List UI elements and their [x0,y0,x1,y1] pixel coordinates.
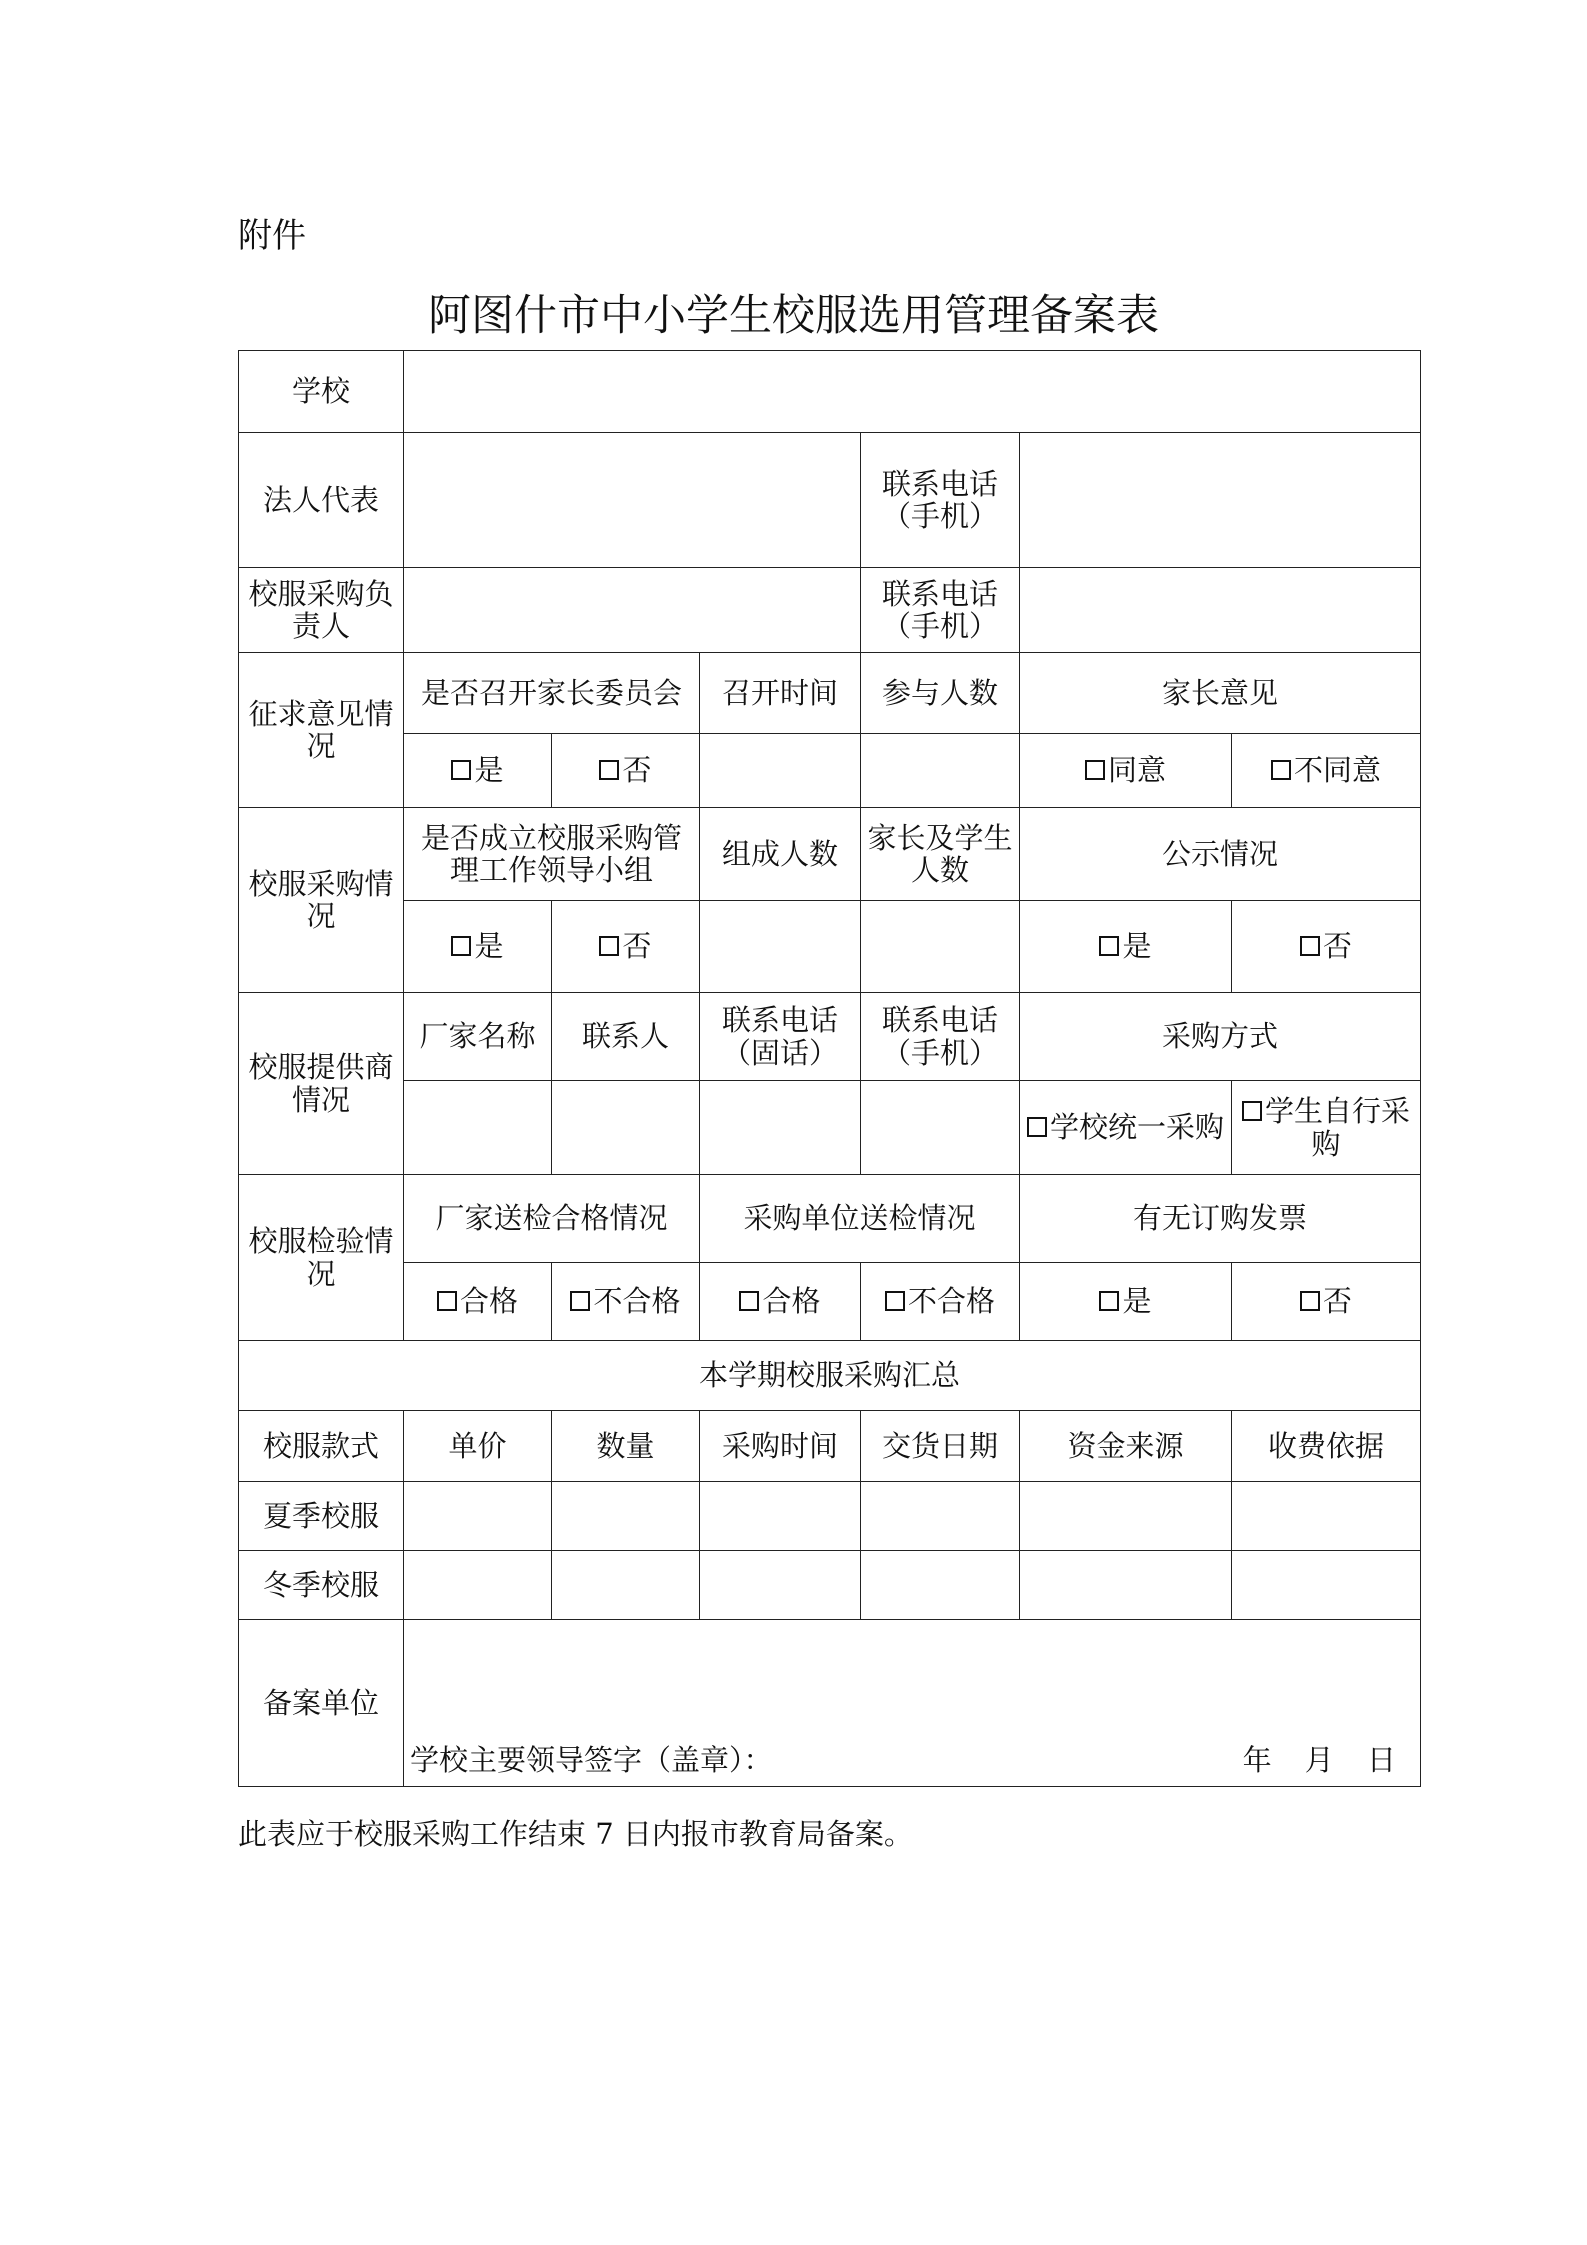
header-phone-mobile: 联系电话（手机） [861,993,1020,1081]
legal-rep-field[interactable] [404,433,861,568]
summer-delivery-date-field[interactable] [861,1482,1020,1551]
manufacturer-field[interactable] [404,1081,552,1175]
checkbox-buyer-pass[interactable]: 合格 [700,1263,861,1341]
checkbox-icon [451,760,471,780]
checkbox-group-yes[interactable]: 是 [404,901,552,993]
purchase-lead-field[interactable] [404,568,861,653]
legal-rep-phone-field[interactable] [1020,433,1421,568]
header-participant-count: 参与人数 [861,653,1020,734]
checkbox-icon [1099,1291,1119,1311]
label-purchase-lead: 校服采购负责人 [239,568,404,653]
checkbox-disagree[interactable]: 不同意 [1232,734,1421,808]
summer-fee-basis-field[interactable] [1232,1482,1421,1551]
page-title: 阿图什市中小学生校服选用管理备案表 [428,291,1159,341]
winter-fee-basis-field[interactable] [1232,1551,1421,1620]
attachment-label: 附件 [238,216,306,256]
mobile-field[interactable] [861,1081,1020,1175]
label-legal-rep: 法人代表 [239,433,404,568]
header-leading-group: 是否成立校服采购管理工作领导小组 [404,808,700,901]
checkbox-icon [1271,760,1291,780]
checkbox-committee-no[interactable]: 否 [552,734,700,808]
checkbox-committee-yes[interactable]: 是 [404,734,552,808]
checkbox-factory-fail[interactable]: 不合格 [552,1263,700,1341]
label-consultation: 征求意见情况 [239,653,404,808]
label-school: 学校 [239,351,404,433]
filing-form-table [238,350,1421,1787]
summer-quantity-field[interactable] [552,1482,700,1551]
header-buyer-inspection: 采购单位送检情况 [700,1175,1020,1263]
label-procurement: 校服采购情况 [239,808,404,993]
checkbox-publicity-yes[interactable]: 是 [1020,901,1232,993]
winter-purchase-time-field[interactable] [700,1551,861,1620]
header-member-count: 组成人数 [700,808,861,901]
header-manufacturer: 厂家名称 [404,993,552,1081]
header-parent-committee: 是否召开家长委员会 [404,653,700,734]
checkbox-icon [599,936,619,956]
label-supplier: 校服提供商情况 [239,993,404,1175]
checkbox-buyer-fail[interactable]: 不合格 [861,1263,1020,1341]
checkbox-school-purchase[interactable]: 学校统一采购 [1020,1081,1232,1175]
checkbox-icon [451,936,471,956]
meeting-time-field[interactable] [700,734,861,808]
winter-quantity-field[interactable] [552,1551,700,1620]
checkbox-icon [570,1291,590,1311]
member-count-field[interactable] [700,901,861,993]
summary-header-purchase-time: 采购时间 [700,1411,861,1482]
checkbox-group-no[interactable]: 否 [552,901,700,993]
summer-purchase-time-field[interactable] [700,1482,861,1551]
checkbox-icon [1099,936,1119,956]
checkbox-icon [1027,1117,1047,1137]
signature-label: 学校主要领导签字（盖章）： [410,1742,773,1777]
header-publicity: 公示情况 [1020,808,1421,901]
summary-header-funding: 资金来源 [1020,1411,1232,1482]
summary-row-winter: 冬季校服 [239,1551,404,1620]
checkbox-icon [1300,1291,1320,1311]
summary-header-quantity: 数量 [552,1411,700,1482]
summary-header-delivery-date: 交货日期 [861,1411,1020,1482]
landline-field[interactable] [700,1081,861,1175]
checkbox-icon [1300,936,1320,956]
header-phone-landline: 联系电话（固话） [700,993,861,1081]
summer-funding-field[interactable] [1020,1482,1232,1551]
label-phone-mobile-2: 联系电话（手机） [861,568,1020,653]
summary-title: 本学期校服采购汇总 [239,1341,1421,1411]
checkbox-agree[interactable]: 同意 [1020,734,1232,808]
contact-field[interactable] [552,1081,700,1175]
filing-field[interactable] [404,1620,1421,1787]
participant-count-field[interactable] [861,734,1020,808]
summer-price-field[interactable] [404,1482,552,1551]
header-purchase-method: 采购方式 [1020,993,1421,1081]
checkbox-publicity-no[interactable]: 否 [1232,901,1421,993]
checkbox-invoice-yes[interactable]: 是 [1020,1263,1232,1341]
summary-row-summer: 夏季校服 [239,1482,404,1551]
label-phone-mobile: 联系电话（手机） [861,433,1020,568]
header-factory-inspection: 厂家送检合格情况 [404,1175,700,1263]
header-parent-student-count: 家长及学生人数 [861,808,1020,901]
checkbox-student-purchase[interactable]: 学生自行采购 [1232,1081,1421,1175]
winter-delivery-date-field[interactable] [861,1551,1020,1620]
checkbox-icon [739,1291,759,1311]
checkbox-invoice-no[interactable]: 否 [1232,1263,1421,1341]
winter-price-field[interactable] [404,1551,552,1620]
label-filing-unit: 备案单位 [239,1620,404,1787]
school-field[interactable] [404,351,1421,433]
summary-header-style: 校服款式 [239,1411,404,1482]
checkbox-icon [1085,760,1105,780]
parent-student-count-field[interactable] [861,901,1020,993]
checkbox-icon [437,1291,457,1311]
summary-header-fee-basis: 收费依据 [1232,1411,1421,1482]
checkbox-factory-pass[interactable]: 合格 [404,1263,552,1341]
purchase-lead-phone-field[interactable] [1020,568,1421,653]
header-invoice: 有无订购发票 [1020,1175,1421,1263]
winter-funding-field[interactable] [1020,1551,1232,1620]
footnote: 此表应于校服采购工作结束 7 日内报市教育局备案。 [238,1817,913,1851]
header-meeting-time: 召开时间 [700,653,861,734]
label-inspection: 校服检验情况 [239,1175,404,1341]
checkbox-icon [1242,1101,1262,1121]
checkbox-icon [599,760,619,780]
header-contact: 联系人 [552,993,700,1081]
header-parent-opinion: 家长意见 [1020,653,1421,734]
date-label: 年 月 日 [1242,1742,1396,1777]
summary-header-price: 单价 [404,1411,552,1482]
checkbox-icon [885,1291,905,1311]
